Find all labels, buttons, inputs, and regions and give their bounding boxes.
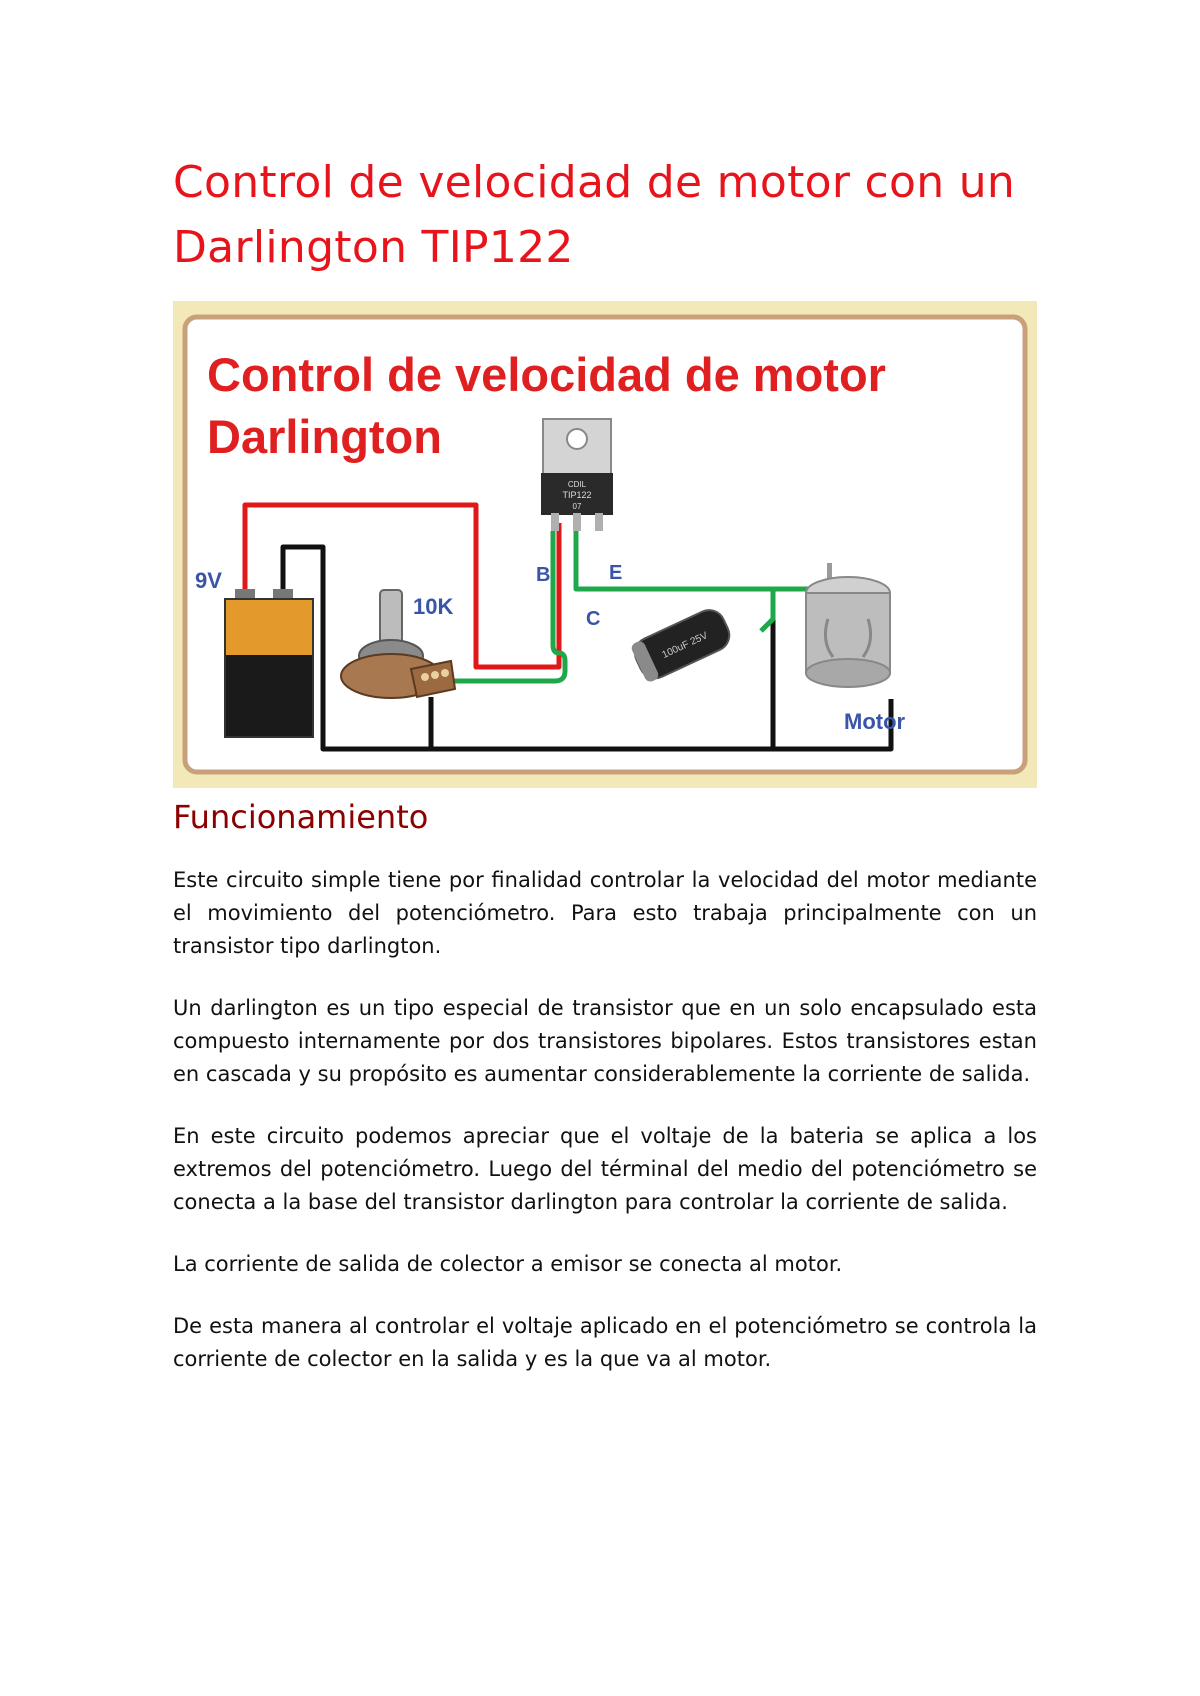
battery-icon [225, 589, 313, 737]
transistor-marking-3: 07 [572, 502, 582, 511]
battery-voltage-label: 9V [195, 568, 222, 593]
figure-heading-line1: Control de velocidad de motor [207, 348, 886, 401]
paragraph: Este circuito simple tiene por finalidad controlar la velocidad del motor mediante el movimiento del potenciómetro. Para esto trabaja principalmente con un transistor tipo darlington. [173, 868, 1037, 958]
base-label: B [536, 564, 551, 586]
capacitor-marking: 100uF 25V [660, 630, 710, 661]
potentiometer-value-label: 10K [413, 594, 454, 619]
section-heading: Funcionamiento [173, 798, 429, 836]
paragraph: Un darlington es un tipo especial de transistor que en un solo encapsulado esta compuesto internamente por dos transistores bipolares. Estos transistores estan en cascada y su propósito es aumentar considerablemente la corriente de salida. [173, 996, 1037, 1086]
transistor-marking-2: TIP122 [562, 490, 592, 500]
paragraph: La corriente de salida de colector a emisor se conecta al motor. [173, 1252, 843, 1276]
paragraph: De esta manera al controlar el voltaje aplicado en el potenciómetro se controla la corriente de colector en la salida y es la que va al motor. [173, 1314, 1037, 1371]
transistor-marking-1: CDIL [567, 480, 587, 489]
emitter-label: E [609, 562, 623, 584]
circuit-figure [173, 301, 1037, 788]
document-title: Control de velocidad de motor con un Darlington TIP122 [173, 157, 1016, 273]
transistor-icon [541, 419, 613, 531]
motor-label: Motor [844, 709, 906, 734]
motor-icon [806, 563, 890, 687]
circuit-diagram [173, 301, 1037, 788]
collector-label: C [586, 608, 601, 630]
paragraph: En este circuito podemos apreciar que el voltaje de la bateria se aplica a los extremos del potenciómetro. Luego del términal del medio del potenciómetro se conecta a la base del transistor darlington para controlar la corriente de salida. [173, 1124, 1037, 1214]
body-text [173, 864, 1037, 1405]
figure-heading-line2: Darlington [207, 410, 442, 463]
